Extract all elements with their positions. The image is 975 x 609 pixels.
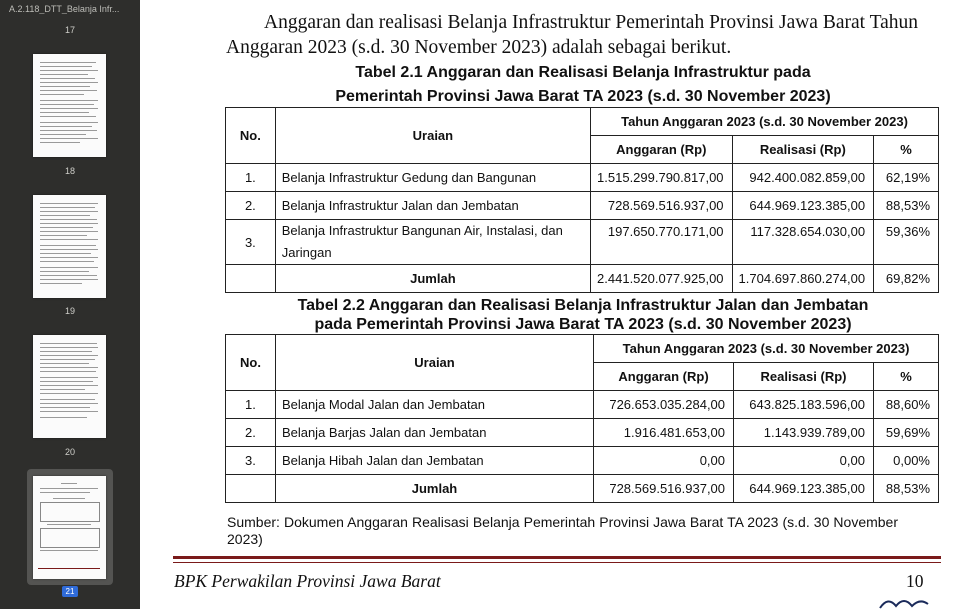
table2-header-realisasi: Realisasi (Rp) bbox=[734, 363, 874, 391]
row-anggaran: 197.650.770.171,00 bbox=[591, 220, 733, 265]
page-label-18: 18 bbox=[64, 166, 75, 176]
table2-header-group: Tahun Anggaran 2023 (s.d. 30 November 2023) bbox=[594, 335, 939, 363]
row-realisasi: 643.825.183.596,00 bbox=[734, 391, 874, 419]
row-anggaran: 0,00 bbox=[594, 447, 734, 475]
total-pct: 88,53% bbox=[873, 475, 938, 503]
page-label-20: 20 bbox=[64, 447, 75, 457]
row-pct: 59,69% bbox=[873, 419, 938, 447]
intro-paragraph: Anggaran dan realisasi Belanja Infrastruktur Pemerintah Provinsi Jawa Barat Tahun Anggaran 2023 (s.d. 30 November 2023) adalah sebagai berikut. bbox=[226, 12, 919, 58]
row-uraian: Belanja Infrastruktur Bangunan Air, Instalasi, dan Jaringan bbox=[275, 220, 590, 265]
row-anggaran: 728.569.516.937,00 bbox=[591, 192, 733, 220]
row-pct: 59,36% bbox=[874, 220, 939, 265]
prev-line-fragment bbox=[222, 0, 262, 2]
page-thumbnail-21[interactable] bbox=[33, 476, 106, 579]
table-row bbox=[226, 192, 939, 220]
table-row bbox=[226, 447, 939, 475]
page-thumbnail-19[interactable] bbox=[33, 195, 106, 298]
table-row bbox=[226, 164, 939, 192]
total-label: Jumlah bbox=[275, 475, 593, 503]
current-page-badge: 21 bbox=[62, 586, 78, 597]
row-uraian: Belanja Infrastruktur Jalan dan Jembatan bbox=[275, 192, 590, 220]
footer-rule bbox=[173, 556, 941, 559]
source-note: Sumber: Dokumen Anggaran Realisasi Belanja Pemerintah Provinsi Jawa Barat TA 2023 (s.d. 30 November 2023) bbox=[227, 514, 898, 547]
row-no: 1. bbox=[226, 164, 276, 192]
table2-header-no: No. bbox=[226, 335, 276, 391]
row-realisasi: 0,00 bbox=[734, 447, 874, 475]
table1-header-realisasi: Realisasi (Rp) bbox=[732, 136, 874, 164]
footer-rule-thin bbox=[173, 562, 941, 563]
row-realisasi: 117.328.654.030,00 bbox=[732, 220, 874, 265]
row-uraian: Belanja Hibah Jalan dan Jembatan bbox=[275, 447, 593, 475]
row-anggaran: 1.515.299.790.817,00 bbox=[591, 164, 733, 192]
table2-caption-line1: Tabel 2.2 Anggaran dan Realisasi Belanja Infrastruktur Jalan dan Jembatan bbox=[297, 297, 869, 314]
row-pct: 62,19% bbox=[874, 164, 939, 192]
page-label-19: 19 bbox=[64, 306, 75, 316]
table-row bbox=[226, 419, 939, 447]
table-1 bbox=[225, 107, 939, 293]
row-no: 3. bbox=[226, 447, 276, 475]
page-thumbnail-20[interactable] bbox=[33, 335, 106, 438]
row-pct: 0,00% bbox=[873, 447, 938, 475]
row-pct: 88,53% bbox=[874, 192, 939, 220]
total-pct: 69,82% bbox=[874, 265, 939, 293]
row-anggaran: 1.916.481.653,00 bbox=[594, 419, 734, 447]
table-row bbox=[226, 391, 939, 419]
page-number: 10 bbox=[906, 571, 924, 591]
table1-header-no: No. bbox=[226, 108, 276, 164]
row-uraian: Belanja Infrastruktur Gedung dan Bangunan bbox=[275, 164, 590, 192]
row-uraian: Belanja Barjas Jalan dan Jembatan bbox=[275, 419, 593, 447]
row-pct: 88,60% bbox=[873, 391, 938, 419]
table-total-row bbox=[226, 265, 939, 293]
table1-header-anggaran: Anggaran (Rp) bbox=[591, 136, 733, 164]
table-2 bbox=[225, 334, 939, 503]
row-no: 2. bbox=[226, 192, 276, 220]
table2-caption-line2: pada Pemerintah Provinsi Jawa Barat TA 2023 (s.d. 30 November 2023) bbox=[314, 316, 852, 333]
table1-header-uraian: Uraian bbox=[275, 108, 590, 164]
table1-header-group: Tahun Anggaran 2023 (s.d. 30 November 2023) bbox=[591, 108, 939, 136]
document-page bbox=[140, 0, 975, 609]
page-label-17: 17 bbox=[64, 25, 75, 35]
total-label: Jumlah bbox=[275, 265, 590, 293]
logo-fragment-icon bbox=[878, 594, 938, 609]
table2-header-uraian: Uraian bbox=[275, 335, 593, 391]
document-title: A.2.118_DTT_Belanja Infr... bbox=[9, 4, 120, 14]
row-no: 2. bbox=[226, 419, 276, 447]
row-anggaran: 726.653.035.284,00 bbox=[594, 391, 734, 419]
page-thumbnail-18[interactable] bbox=[33, 54, 106, 157]
table-row bbox=[226, 220, 939, 265]
total-anggaran: 728.569.516.937,00 bbox=[594, 475, 734, 503]
row-realisasi: 644.969.123.385,00 bbox=[732, 192, 874, 220]
row-realisasi: 1.143.939.789,00 bbox=[734, 419, 874, 447]
table-total-row bbox=[226, 475, 939, 503]
table2-header-pct: % bbox=[873, 363, 938, 391]
row-uraian: Belanja Modal Jalan dan Jembatan bbox=[275, 391, 593, 419]
row-no: 3. bbox=[226, 220, 276, 265]
table2-header-anggaran: Anggaran (Rp) bbox=[594, 363, 734, 391]
footer-institution: BPK Perwakilan Provinsi Jawa Barat bbox=[174, 571, 441, 591]
table1-caption-line1: Tabel 2.1 Anggaran dan Realisasi Belanja Infrastruktur pada bbox=[355, 64, 811, 81]
total-anggaran: 2.441.520.077.925,00 bbox=[591, 265, 733, 293]
row-realisasi: 942.400.082.859,00 bbox=[732, 164, 874, 192]
total-realisasi: 1.704.697.860.274,00 bbox=[732, 265, 874, 293]
total-realisasi: 644.969.123.385,00 bbox=[734, 475, 874, 503]
thumbnail-sidebar bbox=[0, 0, 140, 609]
table1-header-pct: % bbox=[874, 136, 939, 164]
row-no: 1. bbox=[226, 391, 276, 419]
table1-caption-line2: Pemerintah Provinsi Jawa Barat TA 2023 (s.d. 30 November 2023) bbox=[335, 88, 831, 105]
